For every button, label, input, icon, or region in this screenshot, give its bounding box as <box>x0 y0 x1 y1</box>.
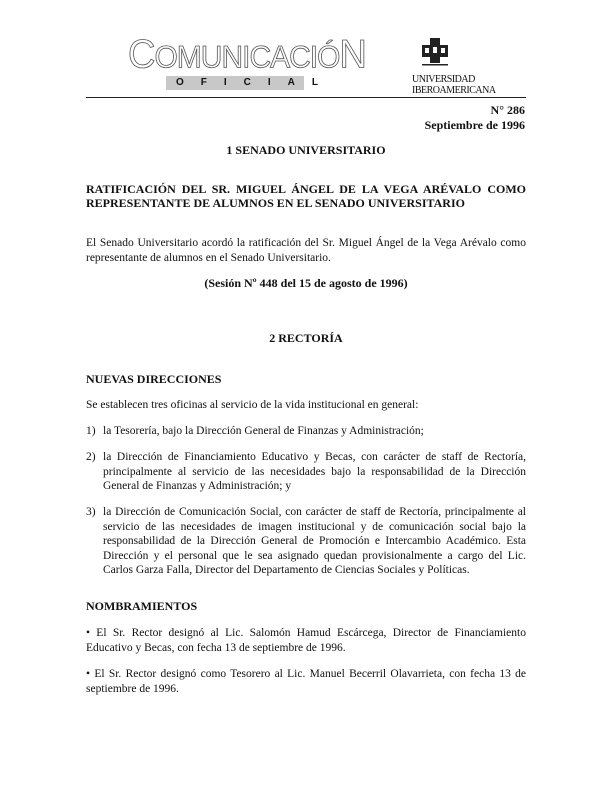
university-line-2: IBEROAMERICANA <box>412 85 496 96</box>
university-crest-icon <box>420 38 450 66</box>
section-1-body: El Senado Universitario acordó la ratificación del Sr. Miguel Ángel de la Vega Arévalo como representante de alumnos en el Senado Universitario. <box>86 237 526 264</box>
section-2-title: 2 RECTORÍA <box>269 331 343 345</box>
nombramientos-heading: NOMBRAMIENTOS <box>86 599 198 613</box>
section-1-heading: RATIFICACIÓN DEL SR. MIGUEL ÁNGEL DE LA VEGA ARÉVALO COMO REPRESENTANTE DE ALUMNOS EN EL SENADO UNIVERSITARIO <box>86 182 526 210</box>
masthead-subtitle: OFICIAL <box>166 76 304 90</box>
list-item: 1) la Tesorería, bajo la Dirección General de Finanzas y Administración; <box>86 425 424 437</box>
list-item: 2) la Dirección de Financiamiento Educativo y Becas, con carácter de staff de Rectoría, principalmente al servicio de las necesidades bajo la responsabilidad de la Dirección General de Finanzas y Administración; y <box>86 451 526 492</box>
section-1-title: 1 SENADO UNIVERSITARIO <box>226 143 386 157</box>
issue-number: N° 286 <box>490 103 525 117</box>
nuevas-direcciones-intro: Se establecen tres oficinas al servicio de la vida institucional en general: <box>86 399 419 411</box>
session-reference: (Sesión Nº 448 del 15 de agosto de 1996) <box>204 276 408 290</box>
masthead-title: COMUNICACIÓN <box>128 32 366 78</box>
nuevas-direcciones-heading: NUEVAS DIRECCIONES <box>86 372 222 386</box>
university-line-1: UNIVERSIDAD <box>412 74 475 85</box>
appointment-item: • El Sr. Rector designó como Tesorero al Lic. Manuel Becerril Olavarrieta, con fecha 13 de septiembre de 1996. <box>86 668 526 695</box>
appointment-item: • El Sr. Rector designó al Lic. Salomón Hamud Escárcega, Director de Financiamiento Educativo y Becas, con fecha 13 de septiembre de 1996. <box>86 627 526 654</box>
list-item: 3) la Dirección de Comunicación Social, con carácter de staff de Rectoría, principalmente al servicio de las necesidades de imagen institucional y de comunicación social bajo la responsabilidad de la Dirección General de Promoción e Intercambio Académico. Esta Dirección y el personal que le sea asignado quedan provisionalmente a cargo del Lic. Carlos Garza Falla, Director del Departamento de Ciencias Sociales y Políticas. <box>86 506 526 576</box>
header-divider <box>86 97 526 98</box>
issue-info <box>425 103 525 133</box>
university-name <box>412 74 496 96</box>
issue-date: Septiembre de 1996 <box>424 118 525 132</box>
